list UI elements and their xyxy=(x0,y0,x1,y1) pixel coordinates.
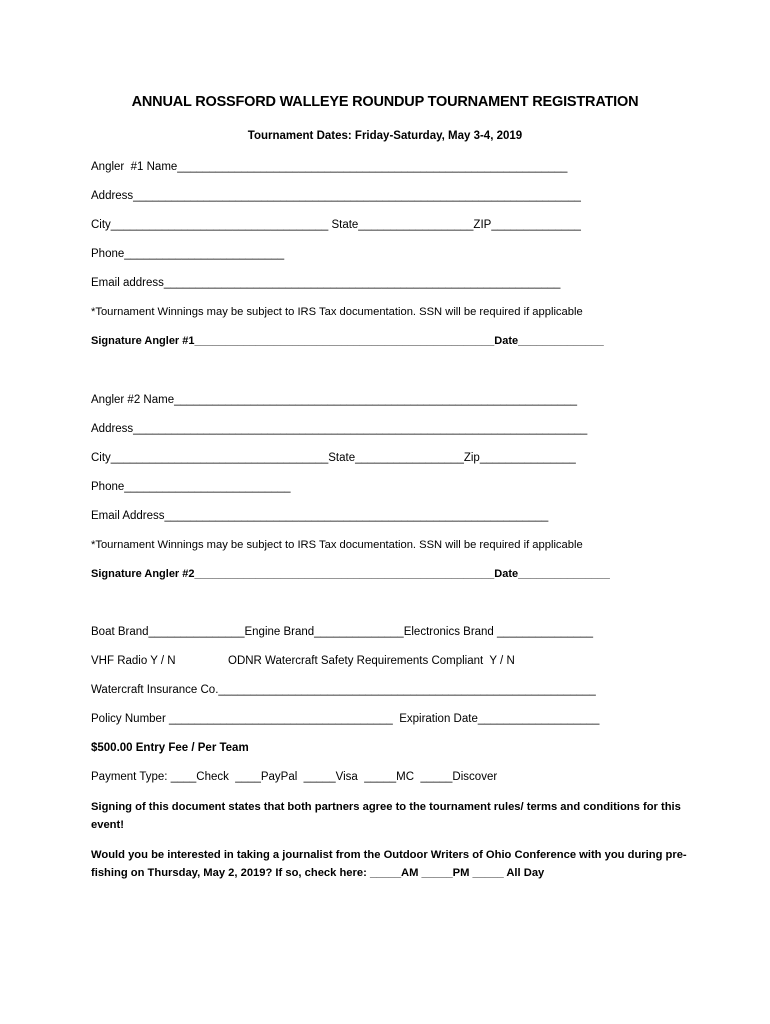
angler2-address-field[interactable]: Address_______________________________________________________________________ xyxy=(91,423,588,435)
angler1-signature-field[interactable]: Signature Angler #1_________________________________________________Date______________ xyxy=(91,335,604,347)
odnr-compliance-field[interactable]: ODNR Watercraft Safety Requirements Compliant Y / N xyxy=(228,655,515,667)
tournament-dates: Tournament Dates: Friday-Saturday, May 3-4, 2019 xyxy=(247,130,523,142)
entry-fee: $500.00 Entry Fee / Per Team xyxy=(91,742,249,754)
angler1-city-state-zip-field[interactable]: City__________________________________ State__________________ZIP______________ xyxy=(91,219,581,231)
angler1-name-field[interactable]: Angler #1 Name_____________________________________________________________ xyxy=(91,161,568,173)
insurance-field[interactable]: Watercraft Insurance Co.___________________________________________________________ xyxy=(91,684,596,696)
angler1-tax-note: *Tournament Winnings may be subject to IRS Tax documentation. SSN will be required if applicable xyxy=(91,306,583,318)
angler2-email-field[interactable]: Email Address____________________________________________________________ xyxy=(91,510,549,522)
angler2-name-field[interactable]: Angler #2 Name_______________________________________________________________ xyxy=(91,394,578,406)
angler2-tax-note: *Tournament Winnings may be subject to IRS Tax documentation. SSN will be required if applicable xyxy=(91,539,583,551)
page-title: ANNUAL ROSSFORD WALLEYE ROUNDUP TOURNAMENT REGISTRATION xyxy=(131,94,639,110)
vhf-radio-field[interactable]: VHF Radio Y / N xyxy=(91,655,176,667)
agreement-statement: Signing of this document states that both partners agree to the tournament rules/ terms and conditions for this event! xyxy=(91,801,681,831)
journalist-question[interactable]: Would you be interested in taking a journalist from the Outdoor Writers of Ohio Conference with you during pre-fishing on Thursday, May 2, 2019? If so, check here: _____AM _____PM _____ All Day xyxy=(91,849,687,879)
angler2-city-state-zip-field[interactable]: City__________________________________State_________________Zip_______________ xyxy=(91,452,576,464)
angler1-address-field[interactable]: Address______________________________________________________________________ xyxy=(91,190,581,202)
angler2-signature-field[interactable]: Signature Angler #2_________________________________________________Date_______________ xyxy=(91,568,610,580)
angler1-phone-field[interactable]: Phone_________________________ xyxy=(91,248,285,260)
policy-expiration-field[interactable]: Policy Number ___________________________________ Expiration Date___________________ xyxy=(91,713,600,725)
angler2-phone-field[interactable]: Phone__________________________ xyxy=(91,481,291,493)
angler1-email-field[interactable]: Email address______________________________________________________________ xyxy=(91,277,561,289)
boat-brands-field[interactable]: Boat Brand_______________Engine Brand______________Electronics Brand _______________ xyxy=(91,626,593,638)
payment-type-field[interactable]: Payment Type: ____Check ____PayPal _____Visa _____MC _____Discover xyxy=(91,771,498,783)
